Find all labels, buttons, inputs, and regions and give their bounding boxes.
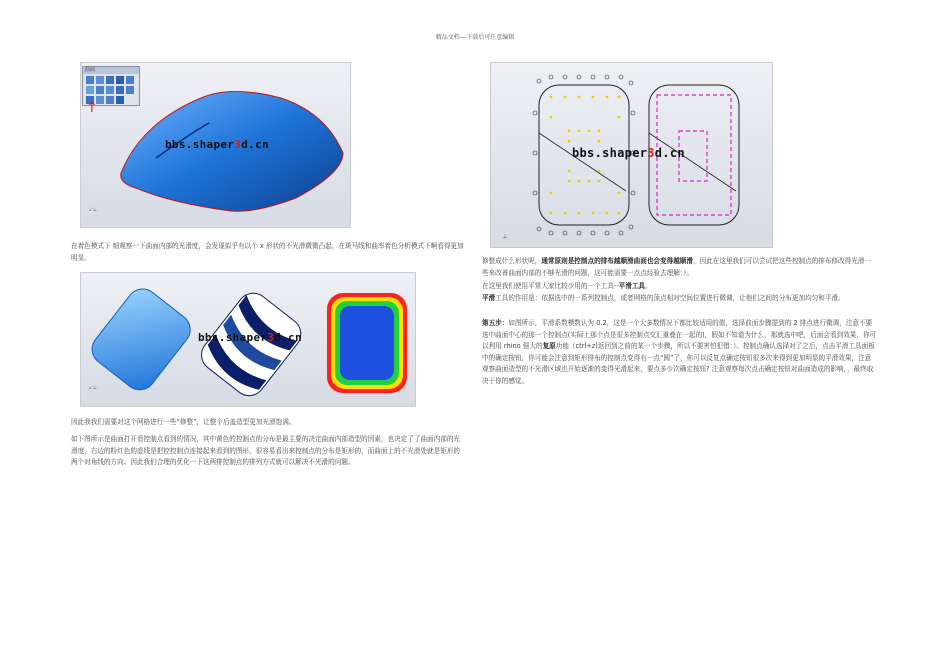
toolbar-button-icon[interactable] <box>86 86 94 94</box>
watermark: bbs.shaper3d.cn <box>165 138 269 151</box>
right-paragraph-2: 在这里我们使用平常大家比较少用的一个工具--平滑工具。 <box>482 282 652 290</box>
left-paragraph-2: 因此我我们需要对这个网格进行一些“修整”，让整个后盖造型更加光滑饱满。 <box>71 418 296 426</box>
toolbar-button-icon[interactable] <box>106 86 114 94</box>
toolbar-button-icon[interactable] <box>96 86 104 94</box>
toolbar-button-icon[interactable] <box>106 96 114 104</box>
page-header: 精品文档---下载后可任意编辑 <box>435 34 515 41</box>
axis-icon: ↙⟂ <box>89 385 97 391</box>
toolbar-button-icon[interactable] <box>126 76 134 84</box>
right-paragraph-4: 第五步：如图所示，平滑系数模数认为 0.2，这是一个大多数情况下都比较适用的值，选择前面步骤提到的 2 排点进行微调，注意不要选中曲面中心的那一个控制点(实际上那个点是很多控制点交汇重叠在一起的)，假如不知道为什么，那就选中吧，后面会看到效果，你可以利用 rhino 强大的复原功能（ctrl+z)返回到之前的某一个步骤，所以不要害怕犯错：）。控制点确认选择对了之后，点击平滑工具面板中的确定按钮，你可能会注意到矩形排布的控制点变得有一点“圆”了，你可以反复点确定按钮很多次来得到更加明显的平滑效果，注意观察曲面造型的不光滑区域也开始逐渐的变得光滑起来，要点多少次确定按钮? 注意观察每次点击确定按钮对曲面造成的影响，，最终取决于你的感觉。 <box>482 319 877 385</box>
watermark: bbs.shaper3d.cn <box>572 146 685 160</box>
left-paragraph-1: 在着色模式下 细观察一下曲面内部的光滑度，会发现似乎有以个 x 形状的不光滑微微凸起，在斑马线和曲率着色分析模式下啊看得更加明显。 <box>71 242 464 262</box>
toolbar-button-icon[interactable] <box>96 76 104 84</box>
toolbar-button-icon[interactable] <box>106 76 114 84</box>
toolbar-button-icon[interactable] <box>116 96 124 104</box>
toolbar-button-icon[interactable] <box>116 76 124 84</box>
arrow-up-icon: ↑ <box>86 100 98 116</box>
toolbar-button-icon[interactable] <box>126 86 134 94</box>
left-paragraph-3: 如下图所示是曲面打开看控制点看到的情况，其中黄色的控制点的分布是最主要的决定曲面内部造型的因素，也决定了了曲面内部的光滑度，右边的粉红色的虚线是把控控制点连接起来看到的图形，很容易看出来控制点的分布是矩形的，而曲面上的不光滑处就是矩形的两个对角线的方向。因此我们合理的优化一下这两排控制点的排列方式就可以解决不光滑的问题。 <box>71 435 461 466</box>
svg-text:⟂: ⟂ <box>503 233 508 240</box>
toolbar-title: 曲面 <box>83 67 139 74</box>
toolbar-button-icon[interactable] <box>116 86 124 94</box>
axis-icon: ↙⟂ <box>89 207 97 213</box>
watermark: bbs.shaper3d.cn <box>198 331 302 344</box>
right-paragraph-3: 平滑工具的作用是：依据选中的一系列控制点，或者网格的顶点相对空间位置进行微调，让他们之间的分布更加均匀和平滑。 <box>482 294 845 302</box>
right-paragraph-1: 修整成什么形状呢，通常原则是控制点的排布越顺滑曲面也会变得越顺滑，因此在这里我们可以尝试把这些控制点的排布修改得光滑一些来改善曲面内部的不够光滑的问题，这可能需要一点点经验去理解：）。 <box>482 257 872 277</box>
toolbar-button-icon[interactable] <box>86 76 94 84</box>
